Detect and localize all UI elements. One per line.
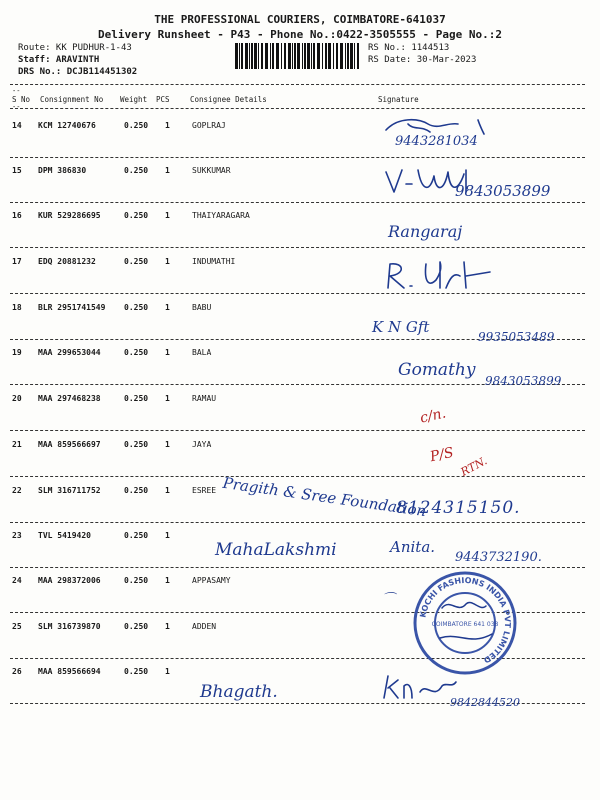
row-pcs: 1 — [165, 121, 170, 130]
row-sno: 21 — [12, 440, 22, 449]
row-sno: 19 — [12, 348, 22, 357]
signature-row-19: Gomathy — [398, 360, 476, 380]
row-consignment-no: MAA 859566697 — [38, 440, 101, 449]
mark-row-24: ⌒ — [382, 592, 396, 607]
row-weight: 0.250 — [124, 394, 149, 403]
name-row-22: Pragith & Sree Foundation — [221, 473, 428, 521]
col-signature: Signature — [378, 95, 419, 104]
row-weight: 0.250 — [124, 531, 149, 540]
row-consignment-no: SLM 316739870 — [38, 622, 101, 631]
col-consignee: Consignee Details — [190, 95, 267, 104]
row-sno: 20 — [12, 394, 22, 403]
signature-row-16: Rangaraj — [388, 222, 463, 241]
row-consignee: INDUMATHI — [192, 257, 236, 266]
runsheet-subtitle: Delivery Runsheet - P43 - Phone No.:0422-3505555 - Page No.:2 — [98, 28, 502, 41]
row-pcs: 1 — [165, 166, 170, 175]
note-row-21-rtn: RTN. — [458, 454, 490, 479]
row-sno: 14 — [12, 121, 22, 130]
rs-date: RS Date: 30-Mar-2023 — [368, 55, 477, 65]
row-divider — [10, 247, 585, 248]
row-sno: 15 — [12, 166, 22, 175]
row-sno: 22 — [12, 486, 22, 495]
row-consignee: THAIYARAGARA — [192, 211, 250, 220]
row-pcs: 1 — [165, 486, 170, 495]
row-weight: 0.250 — [124, 303, 149, 312]
row-consignee: ADDEN — [192, 622, 217, 631]
signature-row-26 — [380, 672, 460, 702]
barcode — [235, 43, 360, 69]
row-divider — [10, 202, 585, 203]
note-row-21-ps: P/S — [428, 444, 456, 466]
row-divider — [10, 476, 585, 477]
col-consignment: Consignment No — [40, 95, 104, 104]
col-sno: S No — [12, 95, 31, 104]
row-consignment-no: MAA 859566694 — [38, 667, 101, 676]
row-weight: 0.250 — [124, 622, 149, 631]
row-sno: 26 — [12, 667, 22, 676]
row-weight: 0.250 — [124, 440, 149, 449]
row-pcs: 1 — [165, 622, 170, 631]
phone-row-22: 8124315150. — [396, 498, 521, 518]
company-stamp — [410, 568, 520, 678]
row-weight: 0.250 — [124, 667, 149, 676]
row-consignee: SUKKUMAR — [192, 166, 231, 175]
col-weight: Weight — [120, 95, 148, 104]
row-sno: 25 — [12, 622, 22, 631]
row-weight: 0.250 — [124, 576, 149, 585]
svg-text:COIMBATORE 641 038: COIMBATORE 641 038 — [431, 621, 499, 628]
runsheet-title: THE PROFESSIONAL COURIERS, COIMBATORE-641037 — [154, 13, 446, 26]
row-consignment-no: MAA 298372006 — [38, 576, 101, 585]
row-consignee: RAMAU — [192, 394, 217, 403]
row-consignment-no: KUR 529286695 — [38, 211, 101, 220]
row-consignee: BABU — [192, 303, 212, 312]
row-consignment-no: SLM 316711752 — [38, 486, 101, 495]
row-pcs: 1 — [165, 440, 170, 449]
phone-row-18: 9935053489 — [478, 330, 555, 344]
row-sno: 18 — [12, 303, 22, 312]
row-consignee: GOPLRAJ — [192, 121, 226, 130]
row-consignee: BALA — [192, 348, 212, 357]
name-row-26: Bhagath. — [200, 682, 278, 702]
row-consignee: JAYA — [192, 440, 212, 449]
phone-row-14: 9443281034 — [395, 134, 478, 149]
row-weight: 0.250 — [124, 348, 149, 357]
row-pcs: 1 — [165, 576, 170, 585]
row-consignment-no: BLR 2951741549 — [38, 303, 106, 312]
row-pcs: 1 — [165, 531, 170, 540]
note-row-20: c/n. — [418, 405, 448, 427]
row-sno: 17 — [12, 257, 22, 266]
row-weight: 0.250 — [124, 166, 149, 175]
row-consignment-no: TVL 5419420 — [38, 531, 91, 540]
svg-text:KOCHI FASHIONS INDIA PVT LIMIT: KOCHI FASHIONS INDIA PVT LIMITED — [418, 575, 513, 665]
row-sno: 16 — [12, 211, 22, 220]
staff-label: Staff: ARAVINTH — [18, 55, 100, 65]
signature-row-18: K N Gft — [372, 318, 430, 336]
phone-row-23: 9443732190. — [455, 550, 542, 565]
row-consignee: ESREE — [192, 486, 217, 495]
row-pcs: 1 — [165, 394, 170, 403]
row-pcs: 1 — [165, 211, 170, 220]
row-consignment-no: MAA 297468238 — [38, 394, 101, 403]
row-pcs: 1 — [165, 303, 170, 312]
row-weight: 0.250 — [124, 121, 149, 130]
row-weight: 0.250 — [124, 257, 149, 266]
row-weight: 0.250 — [124, 486, 149, 495]
rs-number: RS No.: 1144513 — [368, 43, 450, 53]
row-divider — [10, 430, 585, 431]
row-pcs: 1 — [165, 348, 170, 357]
row-sno: 23 — [12, 531, 22, 540]
drs-number: DRS No.: DCJB114451302 — [18, 67, 138, 77]
phone-row-15: 9843053899 — [455, 182, 551, 200]
route-label: Route: KK PUDHUR-1-43 — [18, 43, 132, 53]
row-consignment-no: DPM 386830 — [38, 166, 87, 175]
phone-row-26: 9842844520 — [450, 696, 520, 709]
row-sno: 24 — [12, 576, 22, 585]
col-pcs: PCS — [156, 95, 170, 104]
row-consignment-no: MAA 299653044 — [38, 348, 101, 357]
row-consignment-no: KCM 12740676 — [38, 121, 96, 130]
row-pcs: 1 — [165, 257, 170, 266]
row-consignee: APPASAMY — [192, 576, 231, 585]
signature-row-23: Anita. — [390, 538, 436, 556]
row-weight: 0.250 — [124, 211, 149, 220]
name-row-23: MahaLakshmi — [215, 540, 337, 560]
row-divider — [10, 157, 585, 158]
row-consignment-no: EDQ 20881232 — [38, 257, 96, 266]
row-pcs: 1 — [165, 667, 170, 676]
signature-row-17 — [380, 258, 510, 294]
row-divider — [10, 522, 585, 523]
phone-row-19: 9843053899 — [485, 374, 562, 388]
